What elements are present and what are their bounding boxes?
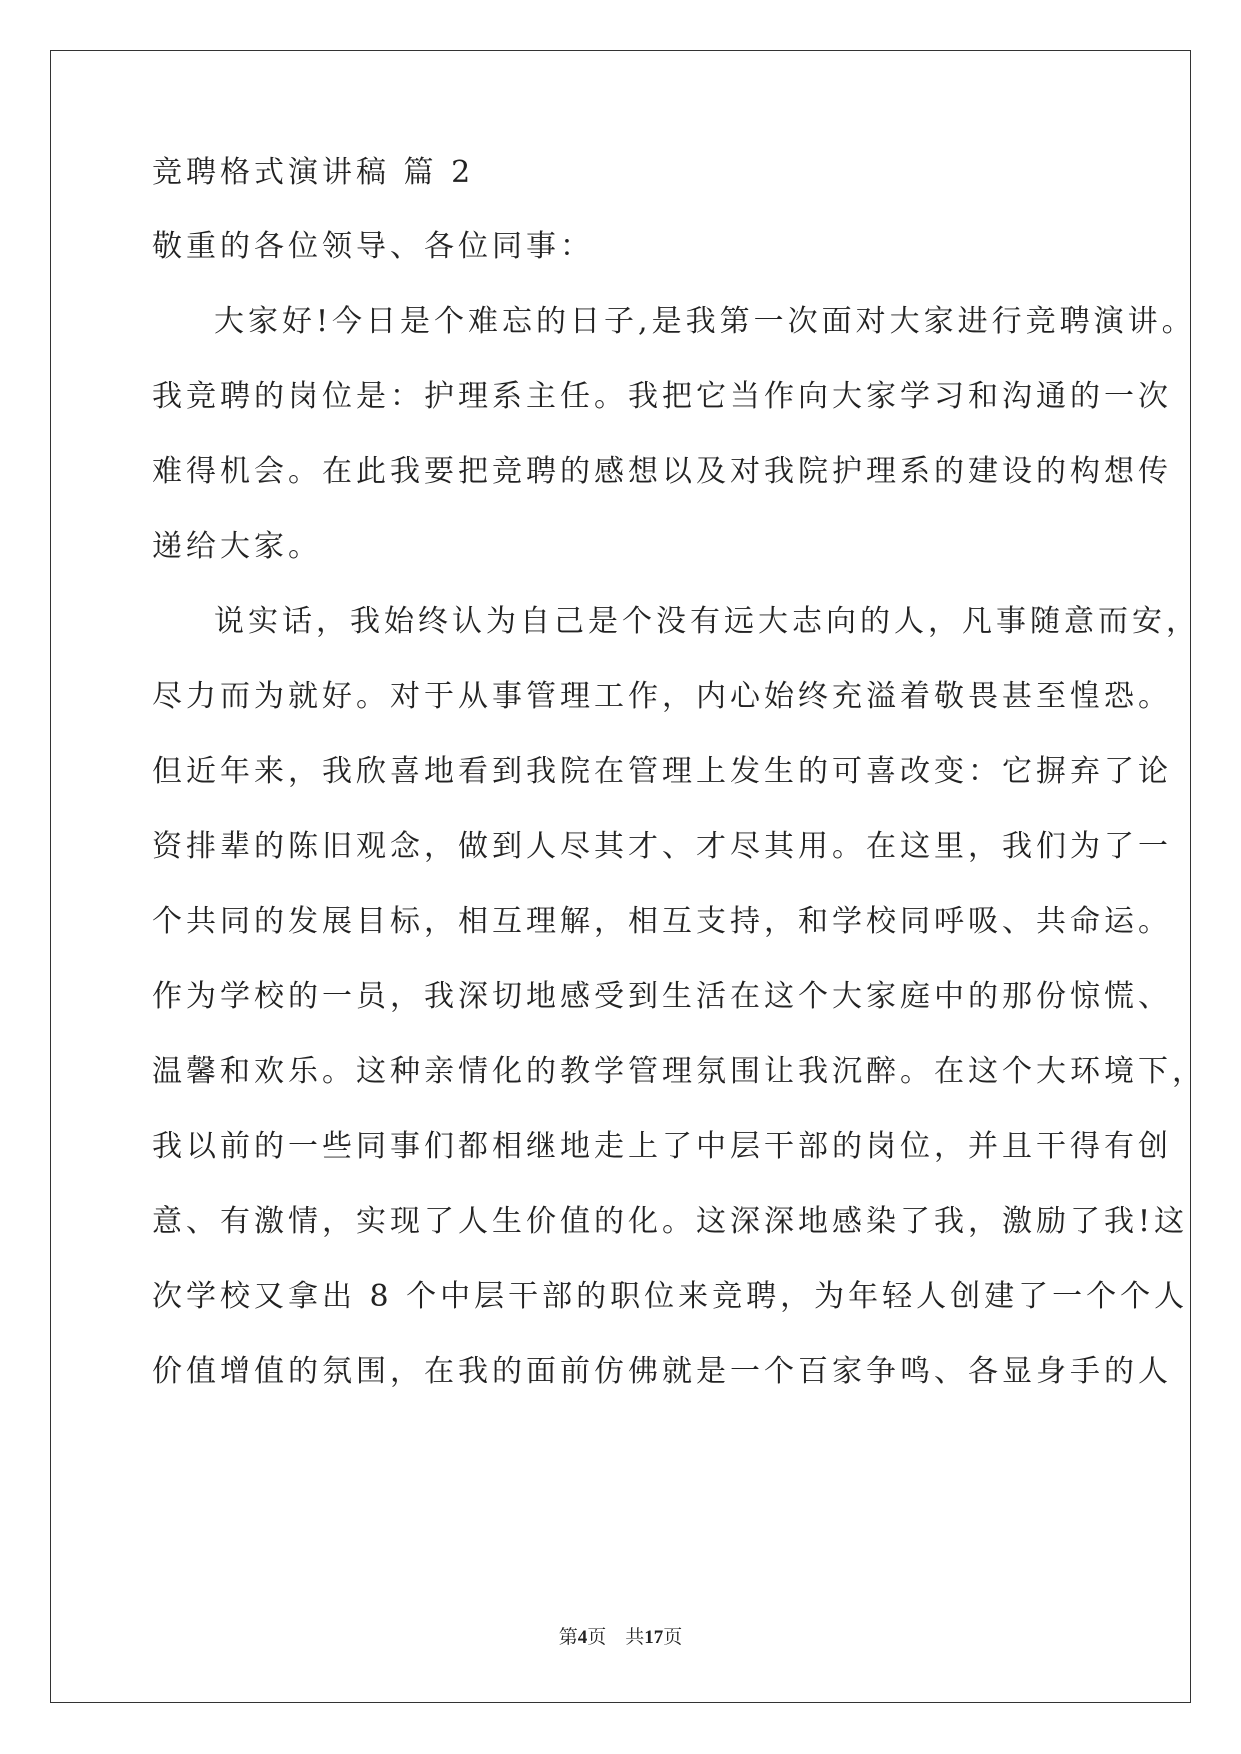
paragraph-line: 我以前的一些同事们都相继地走上了中层干部的岗位，并且干得有创 bbox=[152, 1129, 1172, 1164]
paragraph-line: 温馨和欢乐。这种亲情化的教学管理氛围让我沉醉。在这个大环境下， bbox=[152, 1054, 1206, 1089]
footer-prefix: 第 bbox=[558, 1627, 578, 1648]
page-border bbox=[50, 50, 1191, 1703]
paragraph-line: 大家好!今日是个难忘的日子,是我第一次面对大家进行竞聘演讲。 bbox=[214, 304, 1196, 339]
paragraph-line: 意、有激情，实现了人生价值的化。这深深地感染了我，激励了我!这 bbox=[152, 1204, 1189, 1239]
paragraph-line: 说实话，我始终认为自己是个没有远大志向的人，凡事随意而安， bbox=[214, 604, 1200, 639]
paragraph-line: 但近年来，我欣喜地看到我院在管理上发生的可喜改变：它摒弃了论 bbox=[152, 754, 1172, 789]
current-page-number: 4 bbox=[577, 1627, 588, 1648]
paragraph-line: 作为学校的一员，我深切地感受到生活在这个大家庭中的那份惊慌、 bbox=[152, 979, 1172, 1014]
paragraph-line: 资排辈的陈旧观念，做到人尽其才、才尽其用。在这里，我们为了一 bbox=[152, 829, 1172, 864]
footer-mid: 页 共 bbox=[587, 1627, 645, 1648]
paragraph-line: 价值增值的氛围，在我的面前仿佛就是一个百家争鸣、各显身手的人 bbox=[152, 1354, 1172, 1389]
paragraph-line: 个共同的发展目标，相互理解，相互支持，和学校同呼吸、共命运。 bbox=[152, 904, 1172, 939]
document-title: 竞聘格式演讲稿 篇 2 bbox=[152, 155, 475, 190]
paragraph-line: 次学校又拿出 8 个中层干部的职位来竞聘，为年轻人创建了一个个人 bbox=[152, 1279, 1189, 1314]
paragraph-line: 递给大家。 bbox=[152, 529, 322, 564]
footer-suffix: 页 bbox=[663, 1627, 683, 1648]
page-number-footer bbox=[0, 1622, 1241, 1649]
paragraph-line: 我竞聘的岗位是：护理系主任。我把它当作向大家学习和沟通的一次 bbox=[152, 379, 1172, 414]
total-page-count: 17 bbox=[644, 1627, 664, 1648]
paragraph-line: 难得机会。在此我要把竞聘的感想以及对我院护理系的建设的构想传 bbox=[152, 454, 1172, 489]
salutation: 敬重的各位领导、各位同事： bbox=[152, 229, 594, 264]
paragraph-line: 尽力而为就好。对于从事管理工作，内心始终充溢着敬畏甚至惶恐。 bbox=[152, 679, 1172, 714]
